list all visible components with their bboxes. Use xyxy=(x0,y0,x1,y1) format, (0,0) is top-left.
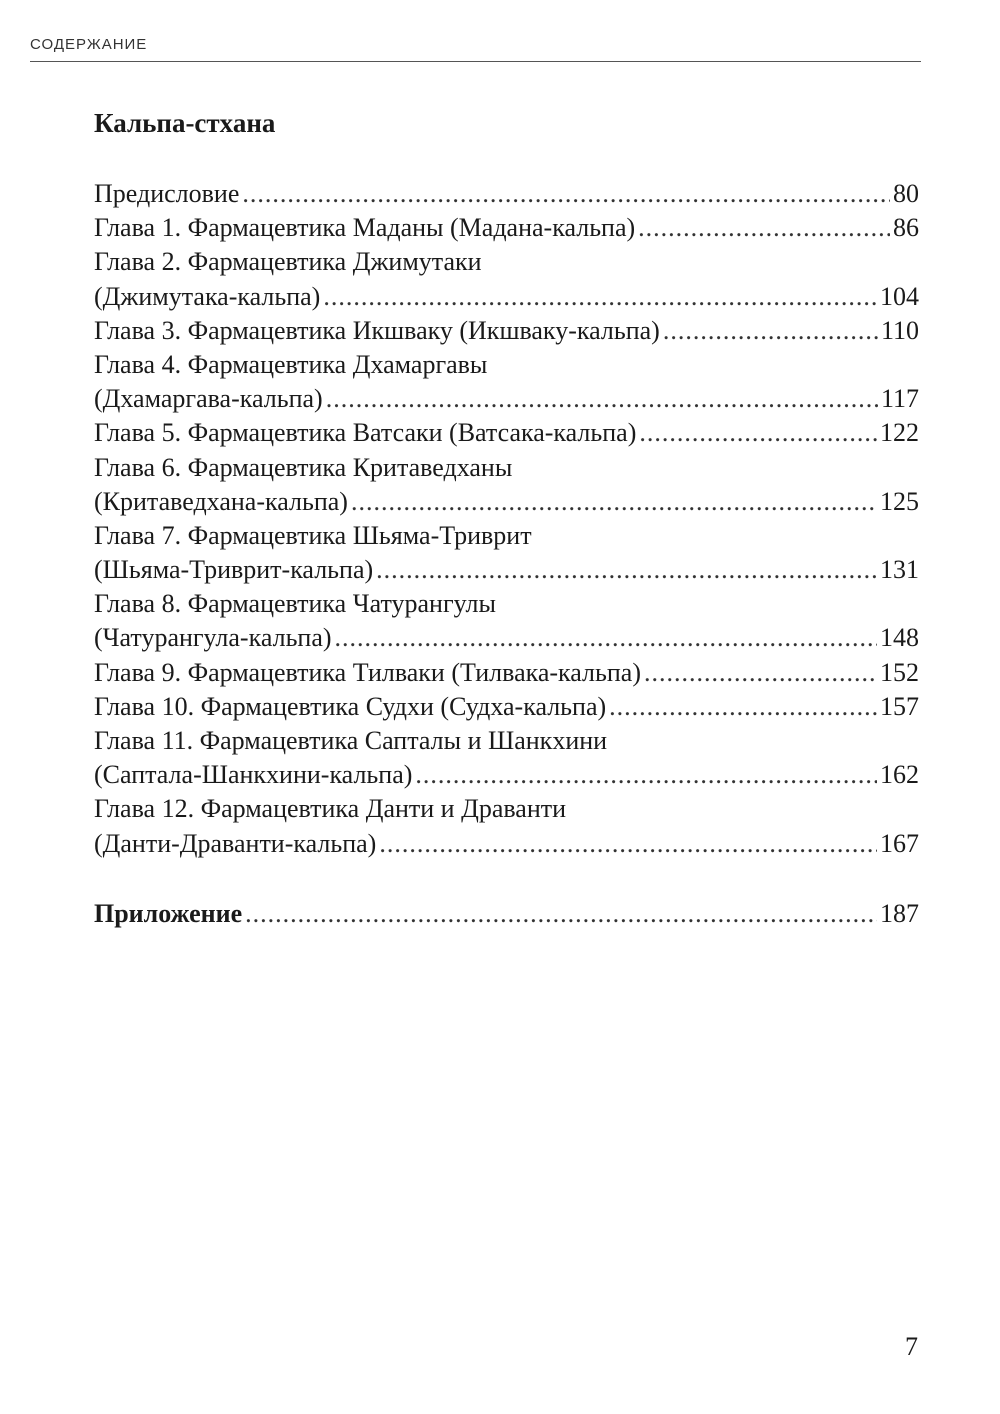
toc-entry-title: (Шьяма-Триврит-кальпа) xyxy=(94,555,374,585)
toc-entry-title: Глава 1. Фармацевтика Маданы (Мадана-кальпа) xyxy=(94,213,636,243)
header-rule xyxy=(30,61,921,62)
toc-entry[interactable] xyxy=(94,656,919,690)
toc-entry-page: 152 xyxy=(880,657,919,687)
appendix-page: 187 xyxy=(880,899,919,928)
toc-entry[interactable] xyxy=(94,211,919,245)
toc-entry-title: Глава 11. Фармацевтика Сапталы и Шанкхини xyxy=(94,726,608,755)
toc-entry-title: Глава 6. Фармацевтика Критаведханы xyxy=(94,452,513,482)
toc-entry-title: (Дхамаргава-кальпа) xyxy=(94,384,323,414)
dot-leader xyxy=(639,416,877,450)
dot-leader xyxy=(245,897,877,931)
dot-leader xyxy=(609,690,877,724)
toc-entry-page: 148 xyxy=(880,623,919,653)
appendix-title: Приложение xyxy=(94,899,243,928)
toc-entry-page: 157 xyxy=(880,691,919,721)
toc-entry[interactable] xyxy=(94,519,919,553)
dot-leader xyxy=(415,758,877,792)
toc-entry-title: Глава 10. Фармацевтика Судхи (Судха-кальпа) xyxy=(94,691,607,721)
table-of-contents xyxy=(94,177,919,861)
toc-entry-page: 110 xyxy=(880,315,919,345)
toc-entry[interactable] xyxy=(94,314,919,348)
toc-entry[interactable] xyxy=(94,553,919,587)
toc-entry-page: 104 xyxy=(880,281,919,311)
toc-entry-title: (Саптала-Шанкхини-кальпа) xyxy=(94,760,413,790)
toc-entry-page: 117 xyxy=(880,384,919,414)
toc-entry[interactable] xyxy=(94,587,919,621)
dot-leader xyxy=(638,211,890,245)
dot-leader xyxy=(379,827,877,861)
toc-entry[interactable] xyxy=(94,177,919,211)
dot-leader xyxy=(242,177,890,211)
toc-entry[interactable] xyxy=(94,348,919,382)
toc-entry-title: Глава 9. Фармацевтика Тилваки (Тилвака-кальпа) xyxy=(94,657,641,687)
toc-entry[interactable] xyxy=(94,280,919,314)
toc-entry-title: (Критаведхана-кальпа) xyxy=(94,486,348,516)
toc-entry-title: Предисловие xyxy=(94,179,240,208)
toc-entry[interactable] xyxy=(94,724,919,758)
toc-entry-page: 162 xyxy=(880,760,919,790)
dot-leader xyxy=(335,621,877,655)
toc-entry[interactable] xyxy=(94,690,919,724)
toc-entry-page: 80 xyxy=(893,179,919,208)
toc-entry[interactable] xyxy=(94,382,919,416)
toc-entry-title: Глава 7. Фармацевтика Шьяма-Триврит xyxy=(94,520,532,550)
toc-entry-page: 86 xyxy=(893,213,919,243)
toc-entry-title: Глава 3. Фармацевтика Икшваку (Икшваку-кальпа) xyxy=(94,315,660,345)
toc-entry[interactable] xyxy=(94,451,919,485)
toc-entry-page: 122 xyxy=(880,418,919,448)
toc-entry[interactable] xyxy=(94,621,919,655)
toc-entry[interactable] xyxy=(94,416,919,450)
toc-entry[interactable] xyxy=(94,485,919,519)
toc-entry-title: Глава 12. Фармацевтика Данти и Драванти xyxy=(94,794,567,824)
page-number: 7 xyxy=(905,1332,918,1361)
toc-entry-title: Глава 2. Фармацевтика Джимутаки xyxy=(94,247,482,277)
toc-entry[interactable] xyxy=(94,792,919,826)
dot-leader xyxy=(323,280,877,314)
dot-leader xyxy=(351,485,877,519)
toc-entry-title: (Чатурангула-кальпа) xyxy=(94,623,332,653)
dot-leader xyxy=(376,553,877,587)
toc-entry[interactable] xyxy=(94,758,919,792)
section-title: Кальпа-стхана xyxy=(94,108,276,138)
toc-entry-page: 167 xyxy=(880,828,919,858)
toc-entry-title: (Данти-Драванти-кальпа) xyxy=(94,828,377,858)
toc-entry-title: Глава 4. Фармацевтика Дхамаргавы xyxy=(94,349,488,379)
toc-entry[interactable] xyxy=(94,245,919,279)
running-header: СОДЕРЖАНИЕ xyxy=(30,36,148,53)
dot-leader xyxy=(326,382,878,416)
toc-entry-page: 131 xyxy=(880,555,919,585)
toc-entry-title: Глава 8. Фармацевтика Чатурангулы xyxy=(94,589,496,619)
toc-entry-title: Глава 5. Фармацевтика Ватсаки (Ватсака-кальпа) xyxy=(94,418,637,448)
dot-leader xyxy=(663,314,878,348)
toc-entry[interactable] xyxy=(94,827,919,861)
appendix-entry[interactable] xyxy=(94,897,919,931)
toc-entry-title: (Джимутака-кальпа) xyxy=(94,281,321,311)
toc-entry-page: 125 xyxy=(880,486,919,516)
dot-leader xyxy=(644,656,877,690)
